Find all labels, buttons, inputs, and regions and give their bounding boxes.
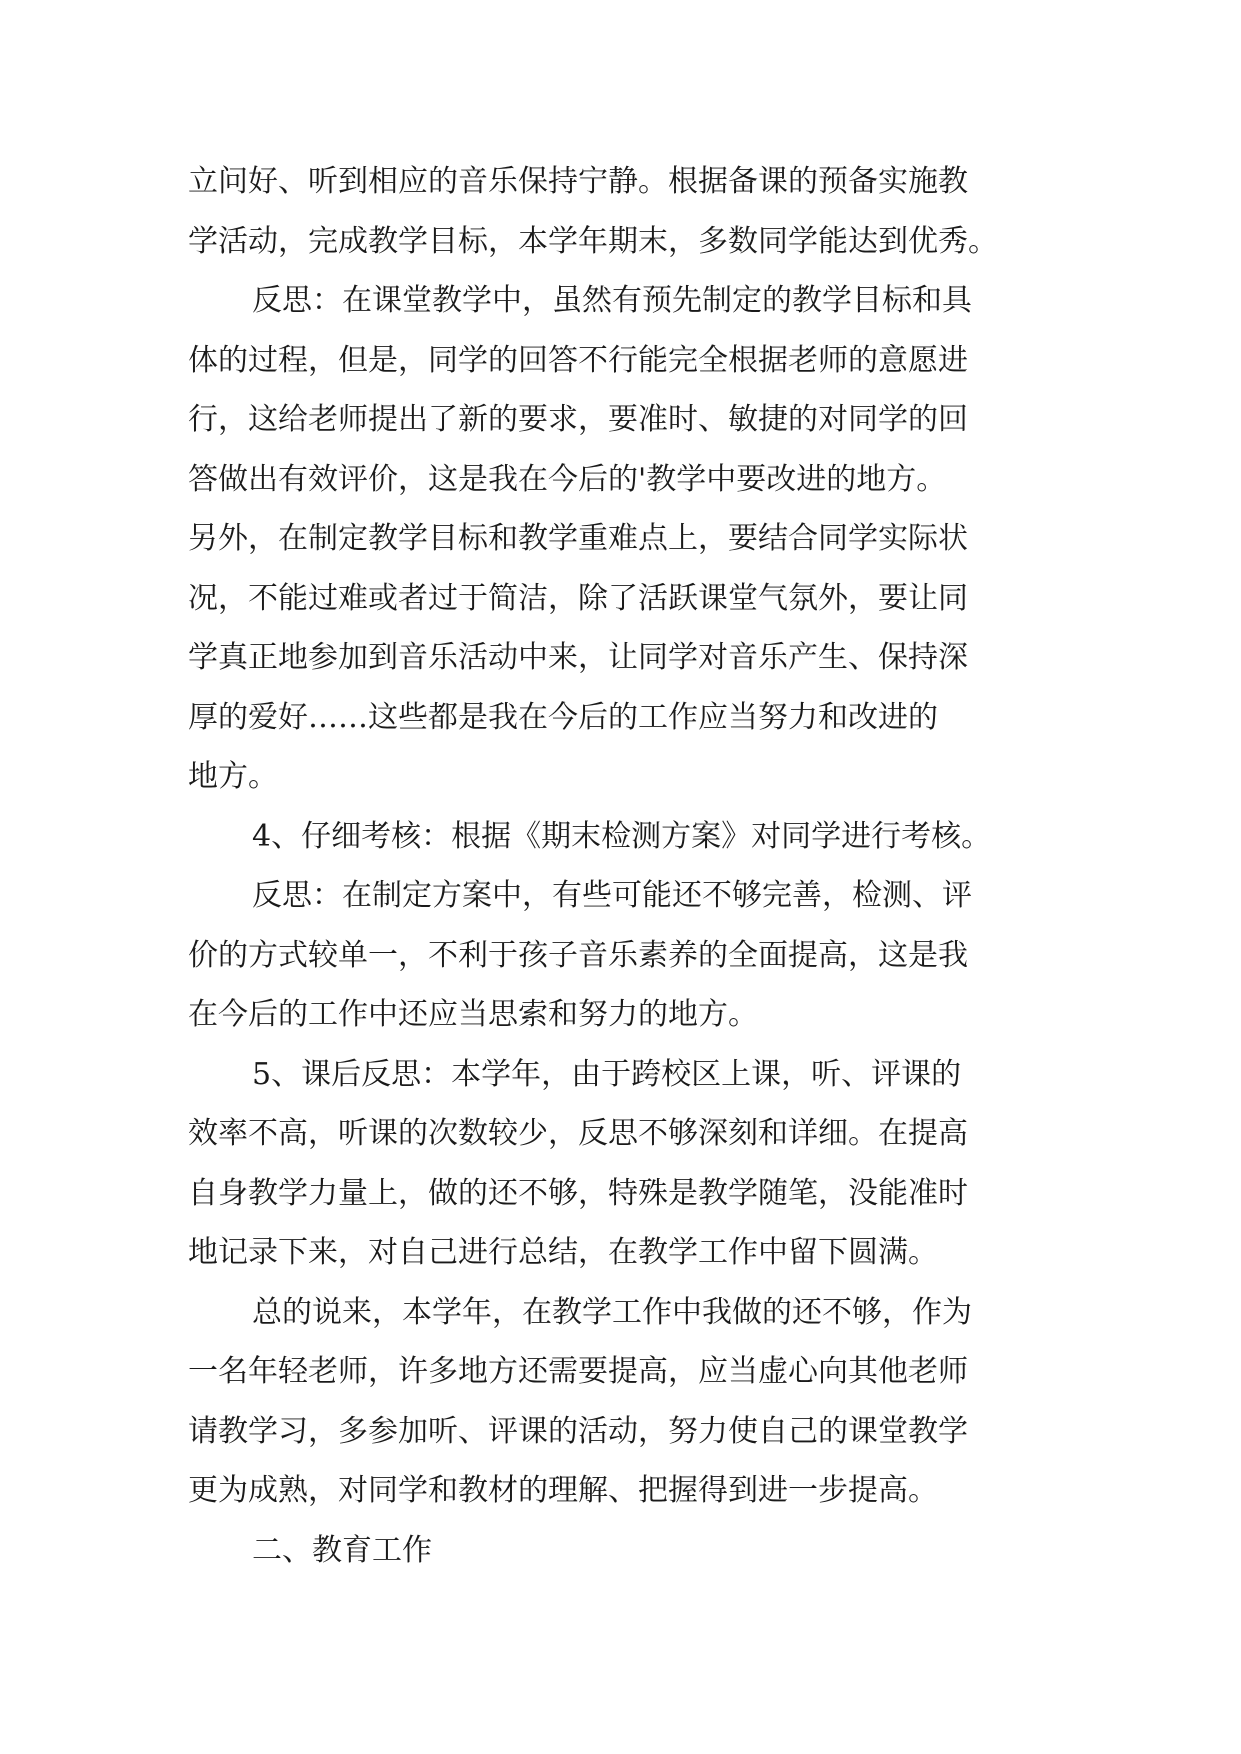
text-line: 请教学习，多参加听、评课的活动，努力使自己的课堂教学 bbox=[188, 1413, 968, 1449]
paragraph-start-line: 4、仔细考核：根据《期末检测方案》对同学进行考核。 bbox=[252, 818, 992, 854]
text-line: 学活动，完成教学目标，本学年期末，多数同学能达到优秀。 bbox=[188, 223, 998, 259]
text-line: 地记录下来，对自己进行总结，在教学工作中留下圆满。 bbox=[188, 1235, 938, 1270]
text-line: 行，这给老师提出了新的要求，要准时、敏捷的对同学的回 bbox=[188, 402, 968, 437]
text-line: 答做出有效评价，这是我在今后的'教学中要改进的地方。 bbox=[188, 461, 947, 497]
text-line: 体的过程，但是，同学的回答不行能完全根据老师的意愿进 bbox=[188, 342, 968, 378]
paragraph-start-line: 5、课后反思：本学年，由于跨校区上课，听、评课的 bbox=[252, 1056, 962, 1092]
text-line: 在今后的工作中还应当思索和努力的地方。 bbox=[188, 997, 758, 1032]
text-line: 另外，在制定教学目标和教学重难点上，要结合同学实际状 bbox=[188, 521, 968, 556]
paragraph-start-line: 总的说来，本学年，在教学工作中我做的还不够，作为 bbox=[252, 1294, 972, 1330]
text-line: 一名年轻老师，许多地方还需要提高，应当虚心向其他老师 bbox=[188, 1354, 968, 1389]
text-line: 自身教学力量上，做的还不够，特殊是教学随笔，没能准时 bbox=[188, 1175, 968, 1211]
text-line: 立问好、听到相应的音乐保持宁静。根据备课的预备实施教 bbox=[188, 164, 968, 199]
text-line: 厚的爱好……这些都是我在今后的工作应当努力和改进的 bbox=[188, 699, 938, 735]
text-line: 更为成熟，对同学和教材的理解、把握得到进一步提高。 bbox=[188, 1473, 938, 1508]
text-line: 学真正地参加到音乐活动中来，让同学对音乐产生、保持深 bbox=[188, 640, 968, 675]
paragraph-start-line: 反思：在制定方案中，有些可能还不够完善，检测、评 bbox=[252, 878, 972, 913]
paragraph-start-line: 反思：在课堂教学中，虽然有预先制定的教学目标和具 bbox=[252, 283, 972, 318]
body-text bbox=[188, 152, 1068, 1580]
text-line: 价的方式较单一，不利于孩子音乐素养的全面提高，这是我 bbox=[188, 937, 968, 973]
section-heading: 二、教育工作 bbox=[252, 1532, 432, 1568]
text-line: 地方。 bbox=[188, 759, 278, 794]
text-line: 效率不高，听课的次数较少，反思不够深刻和详细。在提高 bbox=[188, 1116, 968, 1151]
text-line: 况，不能过难或者过于简洁，除了活跃课堂气氛外，要让同 bbox=[188, 580, 968, 616]
